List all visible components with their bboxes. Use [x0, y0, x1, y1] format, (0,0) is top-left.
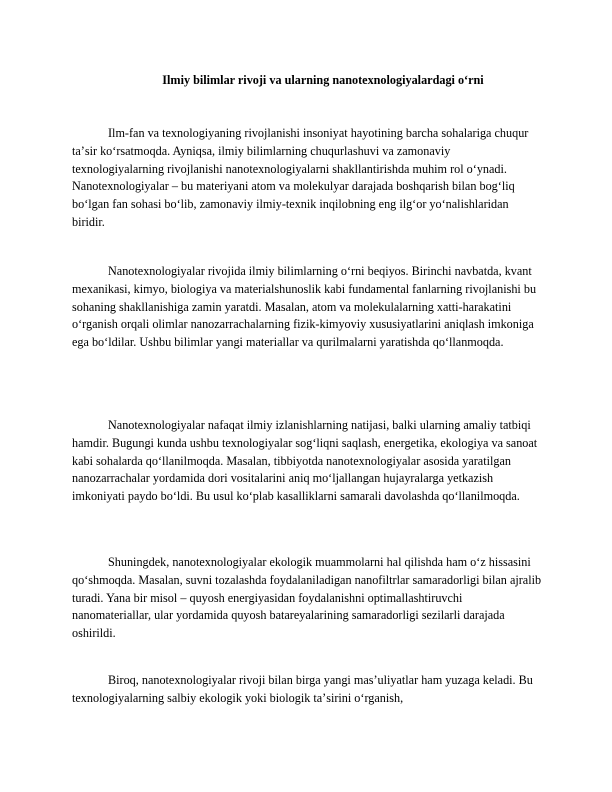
paragraph-4: Shuningdek, nanotexnologiyalar ekologik muammolarni hal qilishda ham oʻz hissasini qoʻshmoqda. Masalan, suvni tozalashda foydalaniladigan nanofiltrlar samaradorligi bilan ajralib turadi. Yana bir misol – quyosh energiyasidan foydalanishni optimallashtiruvchi nanomateriallar, ular yordamida quyosh batareyalarining samaradorligi sezilarli darajada oshirildi.: [72, 555, 542, 641]
document-title: Ilmiy bilimlar rivoji va ularning nanotexnologiyalardagi oʻrni: [162, 73, 484, 87]
paragraph-1: Ilm-fan va texnologiyaning rivojlanishi insoniyat hayotining barcha sohalariga chuqur taʼsir koʻrsatmoqda. Ayniqsa, ilmiy bilimlarning chuqurlashuvi va zamonaviy texnologiyalarning rivojlanishi nanotexnologiyalarni shakllantirishda muhim rol oʻynadi. Nanotexnologiyalar – bu materiyani atom va molekulyar darajada boshqarish bilan bogʻliq boʻlgan fan sohasi boʻlib, zamonaviy ilmiy-texnik inqilobning eng ilgʻor yoʻnalishlaridan biridir.: [72, 126, 529, 229]
paragraph-3: Nanotexnologiyalar nafaqat ilmiy izlanishlarning natijasi, balki ularning amaliy tatbiqi hamdir. Bugungi kunda ushbu texnologiyalar sogʻliqni saqlash, energetika, ekologiya va sanoat kabi sohalarda qoʻllanilmoqda. Masalan, tibbiyotda nanotexnologiyalar asosida yaratilgan nanozarrachalar yordamida dori vositalarini aniq moʻljallangan hujayralarga yetkazish imkoniyati paydo boʻldi. Bu usul koʻplab kasalliklarni samarali davolashda qoʻllanilmoqda.: [72, 418, 538, 504]
paragraph-2: Nanotexnologiyalar rivojida ilmiy bilimlarning oʻrni beqiyos. Birinchi navbatda, kvant mexanikasi, kimyo, biologiya va materialshunoslik kabi fundamental fanlarning rivojlanishi bu sohaning shakllanishiga zamin yaratdi. Masalan, atom va molekulalarning xatti-harakatini oʻrganish orqali olimlar nanozarrachalarning fizik-kimyoviy xususiyatlarini aniqlash imkoniga ega boʻldilar. Ushbu bilimlar yangi materiallar va qurilmalarni yaratishda qoʻllanmoqda.: [72, 264, 537, 350]
paragraph-5: Biroq, nanotexnologiyalar rivoji bilan birga yangi masʼuliyatlar ham yuzaga keladi. Bu texnologiyalarning salbiy ekologik yoki biologik taʼsirini oʻrganish,: [72, 673, 533, 705]
